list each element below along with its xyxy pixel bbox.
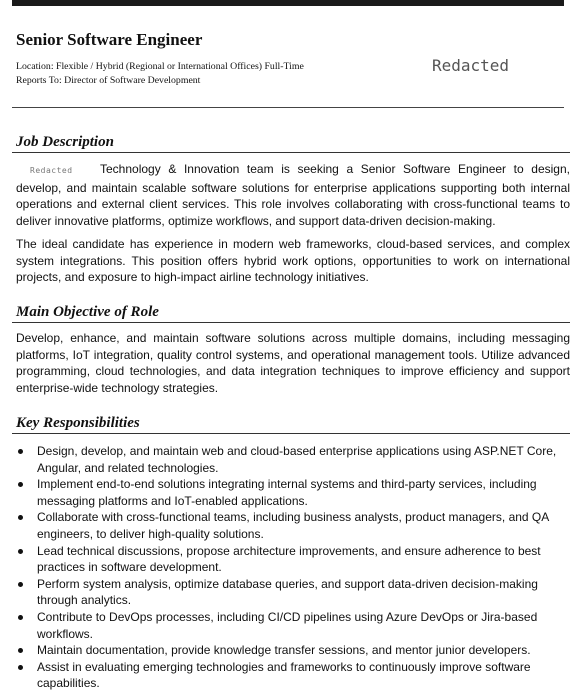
list-item: Collaborate with cross-functional teams, including business analysts, product managers, and QA engineers, to deliver high-quality solutions. <box>16 509 570 542</box>
job-description-paragraph-1 <box>16 161 570 229</box>
bullet-icon <box>18 482 23 487</box>
reports-to-line: Reports To: Director of Software Development <box>16 75 201 86</box>
list-item: Implement end-to-end solutions integrating internal systems and third-party services, including messaging platforms and IoT-enabled applications. <box>16 476 570 509</box>
list-item: Contribute to DevOps processes, including CI/CD pipelines using Azure DevOps or Jira-based workflows. <box>16 609 570 642</box>
responsibilities-list <box>16 443 570 692</box>
list-item: Design, develop, and maintain web and cloud-based enterprise applications using ASP.NET Core, Angular, and related technologies. <box>16 443 570 476</box>
header-divider <box>12 107 564 108</box>
key-responsibilities-rule <box>12 433 570 434</box>
main-objective-paragraph: Develop, enhance, and maintain software solutions across multiple domains, including messaging platforms, IoT integration, quality control systems, and operational management tools. Utilize advanced programming, cloud technologies, and data integration techniques to improve efficiency and support enterprise-wide technology strategies. <box>16 331 570 395</box>
job-description-heading: Job Description <box>16 134 114 150</box>
bullet-icon <box>18 615 23 620</box>
redacted-company-inline: Redacted <box>30 166 73 175</box>
bullet-icon <box>18 515 23 520</box>
bullet-icon <box>18 665 23 670</box>
job-description-rule <box>12 152 570 153</box>
main-objective-heading: Main Objective of Role <box>16 304 159 320</box>
main-objective-rule <box>12 322 570 323</box>
key-responsibilities-heading: Key Responsibilities <box>16 415 140 431</box>
list-item: Maintain documentation, provide knowledge transfer sessions, and mentor junior developers. <box>16 642 570 659</box>
job-description-text-1: Technology & Innovation team is seeking a Senior Software Engineer to design, develop, and maintain scalable software solutions for enterprise applications supporting both internal operations and external client services. This role involves collaborating with cross-functional teams to deliver innovative platforms, optimize workflows, and support data-driven decision-making. <box>16 162 570 228</box>
job-description-paragraph-2: The ideal candidate has experience in modern web frameworks, cloud-based services, and complex system integrations. This position offers hybrid work options, opportunities to work on international projects, and exposure to high-impact airline technology initiatives. <box>16 237 570 285</box>
job-meta <box>16 60 304 88</box>
location-line: Location: Flexible / Hybrid (Regional or International Offices) Full-Time <box>16 61 304 72</box>
top-border-bar <box>12 0 564 6</box>
job-title: Senior Software Engineer <box>16 30 203 49</box>
redacted-company-name: Redacted <box>432 56 510 75</box>
bullet-icon <box>18 549 23 554</box>
list-item: Lead technical discussions, propose architecture improvements, and ensure adherence to best practices in software development. <box>16 543 570 576</box>
bullet-icon <box>18 582 23 587</box>
bullet-icon <box>18 648 23 653</box>
list-item: Assist in evaluating emerging technologies and frameworks to continuously improve software capabilities. <box>16 659 570 692</box>
list-item: Perform system analysis, optimize database queries, and support data-driven decision-making through analytics. <box>16 576 570 609</box>
bullet-icon <box>18 449 23 454</box>
